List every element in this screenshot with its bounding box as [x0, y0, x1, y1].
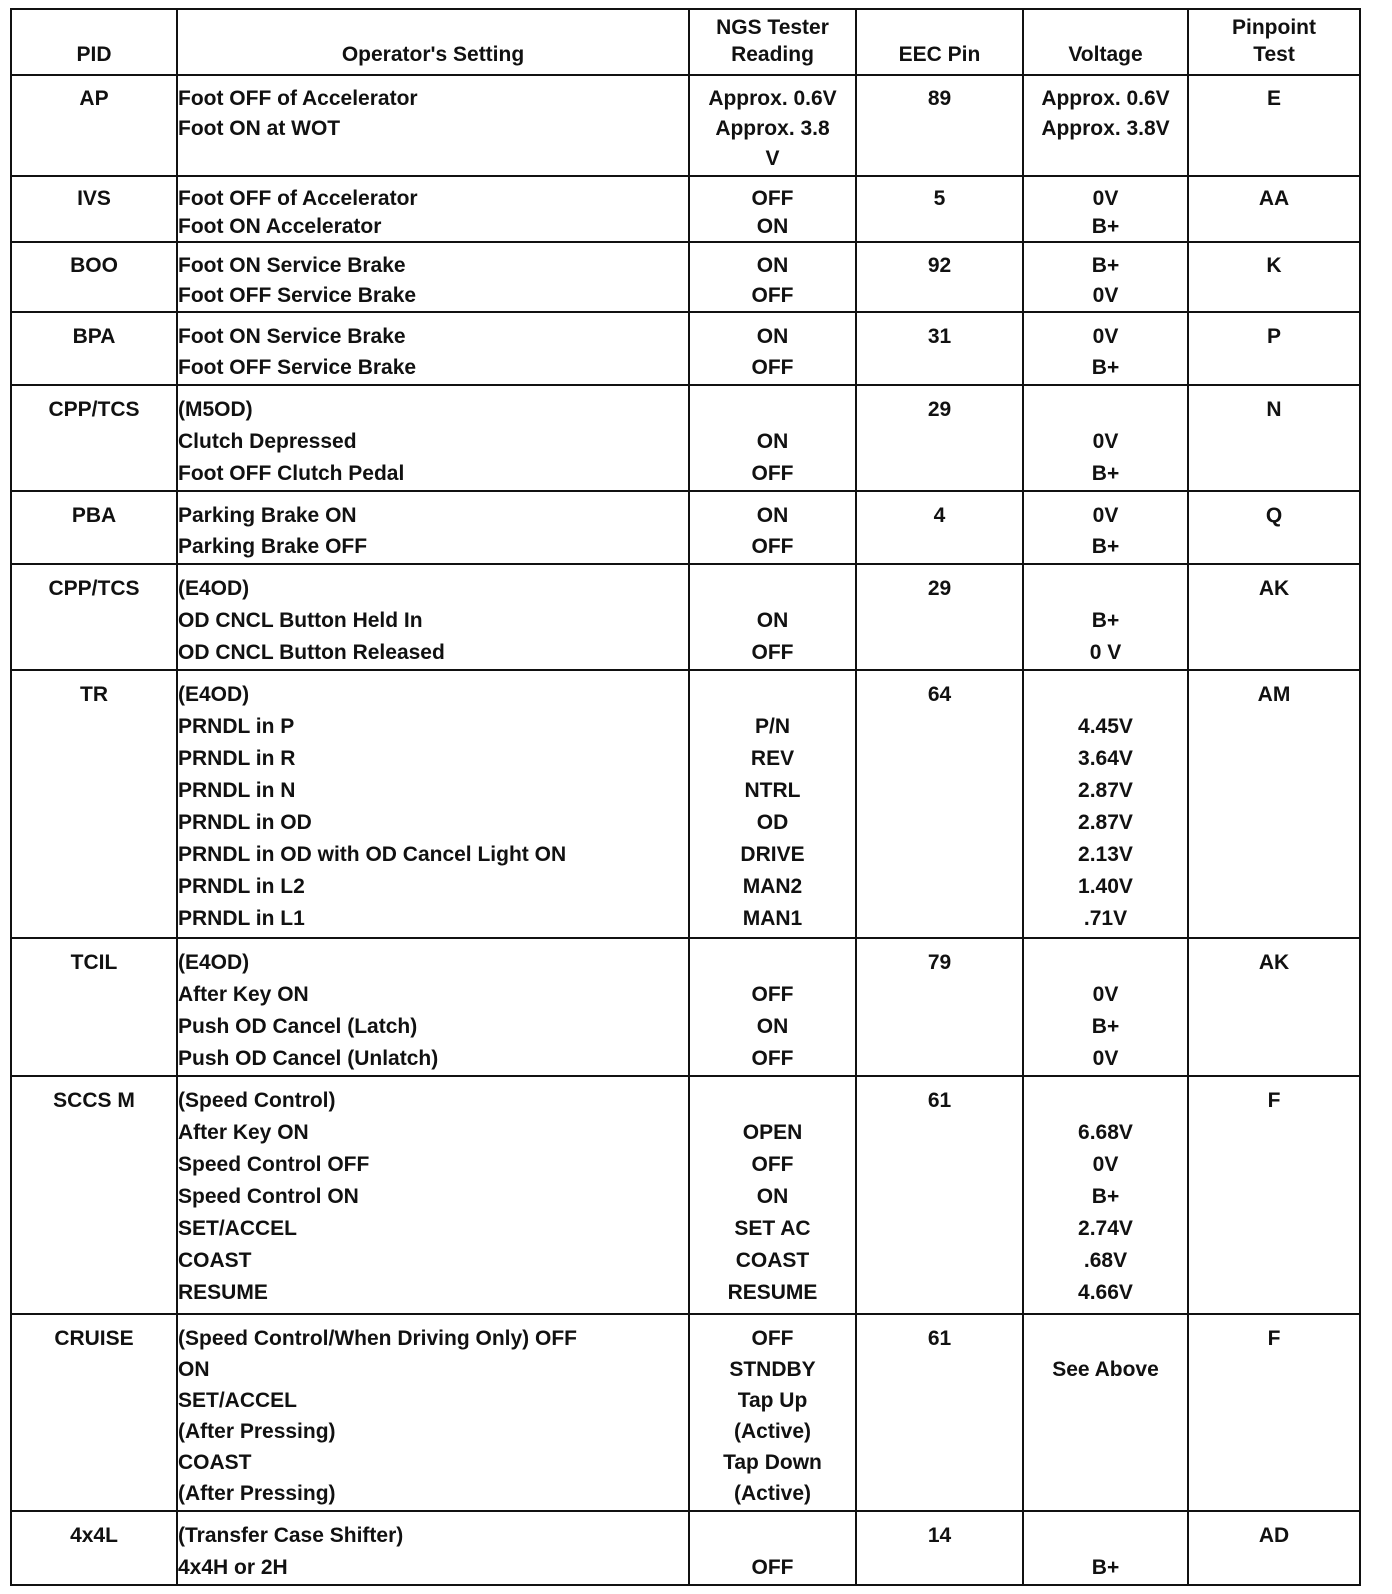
voltage-cell-line: 0V — [1092, 1046, 1119, 1070]
setting-cell-line: (Speed Control) — [178, 1089, 336, 1113]
pinpoint-test-cell — [1188, 1314, 1360, 1511]
table-row — [11, 75, 1360, 176]
eec-pin-cell — [856, 938, 1023, 1077]
setting-cell-line: Foot OFF of Accelerator — [178, 186, 418, 210]
pinpoint-test-cell-text: P — [1266, 325, 1281, 349]
voltage-cell — [1023, 312, 1188, 384]
eec-pin-cell — [856, 385, 1023, 492]
pid-cell — [11, 312, 177, 384]
voltage-cell-line: B+ — [1091, 1185, 1120, 1209]
setting-cell-line: Foot OFF Service Brake — [178, 283, 417, 307]
voltage-cell-line — [1024, 1385, 1187, 1416]
voltage-cell-line: B+ — [1091, 356, 1120, 380]
table-body — [11, 75, 1360, 1585]
pid-cell — [11, 242, 177, 312]
header-pid: PID — [11, 9, 177, 75]
table-row — [11, 1076, 1360, 1313]
pinpoint-test-cell-text: Q — [1265, 504, 1283, 528]
setting-cell-line: ON — [178, 1357, 210, 1381]
ngs-reading-cell-line — [690, 1085, 855, 1117]
voltage-cell-line: 0V — [1092, 982, 1119, 1006]
eec-pin-cell-text: 61 — [927, 1089, 952, 1113]
pinpoint-test-cell — [1188, 385, 1360, 492]
voltage-cell-line — [1024, 1478, 1187, 1509]
ngs-reading-cell — [689, 564, 856, 671]
ngs-reading-cell — [689, 312, 856, 384]
eec-pin-cell — [856, 242, 1023, 312]
table-row — [11, 938, 1360, 1077]
pid-cell-text: CPP/TCS — [48, 576, 140, 600]
setting-cell — [177, 1511, 689, 1585]
voltage-cell-line — [1024, 679, 1187, 711]
ngs-reading-cell-line — [690, 394, 855, 426]
pid-cell — [11, 670, 177, 937]
ngs-reading-cell-line: ON — [756, 1014, 789, 1038]
ngs-reading-cell-line: P/N — [754, 715, 790, 739]
voltage-cell-line: 6.68V — [1078, 1121, 1133, 1145]
pinpoint-test-cell — [1188, 938, 1360, 1077]
setting-cell-line: (Speed Control/When Driving Only) OFF — [178, 1326, 577, 1350]
pinpoint-test-cell — [1188, 312, 1360, 384]
pid-cell — [11, 176, 177, 242]
header-pinpoint-line-2: Test — [1253, 43, 1295, 66]
voltage-cell-line: 2.74V — [1078, 1217, 1133, 1241]
ngs-reading-cell-line: COAST — [735, 1249, 810, 1273]
pid-cell-text: AP — [79, 87, 109, 110]
voltage-cell-line: 2.87V — [1078, 779, 1133, 803]
voltage-cell — [1023, 75, 1188, 176]
pid-cell-text: BPA — [72, 325, 116, 349]
ngs-reading-cell-line: ON — [756, 608, 789, 632]
setting-cell-line: After Key ON — [178, 1121, 309, 1145]
ngs-reading-cell-line: MAN2 — [742, 875, 803, 899]
eec-pin-cell-text: 29 — [927, 397, 952, 421]
setting-cell-line: PRNDL in R — [178, 747, 296, 771]
setting-cell-line: PRNDL in OD with OD Cancel Light ON — [178, 843, 567, 867]
ngs-reading-cell — [689, 385, 856, 492]
setting-cell — [177, 385, 689, 492]
setting-cell-line: PRNDL in L1 — [178, 907, 305, 931]
eec-pin-cell-text: 31 — [927, 325, 952, 349]
setting-cell-line: 4x4H or 2H — [178, 1555, 288, 1579]
ngs-reading-cell-line: ON — [756, 214, 789, 238]
header-ngs-line-2: Reading — [731, 43, 814, 66]
voltage-cell-line — [1024, 144, 1187, 174]
setting-cell-line: (After Pressing) — [178, 1481, 336, 1505]
ngs-reading-cell-line: OD — [756, 811, 789, 835]
header-pinpoint-test — [1188, 9, 1360, 75]
voltage-cell-line: B+ — [1091, 214, 1120, 238]
header-ngs-line-1: NGS Tester — [716, 16, 829, 39]
voltage-cell — [1023, 385, 1188, 492]
voltage-cell-line: B+ — [1091, 461, 1120, 485]
voltage-cell — [1023, 938, 1188, 1077]
setting-cell-line: PRNDL in P — [178, 715, 295, 739]
setting-cell-line: Foot ON Accelerator — [178, 214, 382, 238]
ngs-reading-cell-line: OFF — [751, 356, 794, 380]
ngs-reading-cell-line: OFF — [751, 1555, 794, 1579]
pid-cell — [11, 1314, 177, 1511]
setting-cell-line: OD CNCL Button Held In — [178, 608, 423, 632]
ngs-reading-cell-line: NTRL — [744, 779, 801, 803]
ngs-reading-cell-line: DRIVE — [740, 843, 805, 867]
header-operators-setting: Operator's Setting — [177, 9, 689, 75]
ngs-reading-cell — [689, 1076, 856, 1313]
pid-cell-text: PBA — [71, 504, 117, 528]
voltage-cell-line: Approx. 3.8V — [1041, 117, 1170, 140]
ngs-reading-cell — [689, 242, 856, 312]
voltage-cell-line: B+ — [1091, 608, 1120, 632]
setting-cell-line: After Key ON — [178, 982, 309, 1006]
ngs-reading-cell-line: STNDBY — [729, 1357, 816, 1381]
setting-cell — [177, 938, 689, 1077]
voltage-cell-line: .68V — [1083, 1249, 1128, 1273]
voltage-cell-line: B+ — [1091, 1555, 1120, 1579]
pid-cell — [11, 75, 177, 176]
pinpoint-test-cell-text: N — [1266, 397, 1282, 421]
ngs-reading-cell-line: OFF — [751, 982, 794, 1006]
voltage-cell-line — [1024, 1323, 1187, 1354]
ngs-reading-cell-line: OFF — [751, 283, 794, 307]
pid-cell — [11, 564, 177, 671]
setting-cell-line: (Transfer Case Shifter) — [178, 1523, 404, 1547]
setting-cell-line: Speed Control ON — [178, 1185, 359, 1209]
ngs-reading-cell-line: SET AC — [734, 1217, 811, 1241]
setting-cell-line: Push OD Cancel (Unlatch) — [178, 1046, 439, 1070]
pid-cell-text: BOO — [70, 253, 118, 277]
pinpoint-test-cell — [1188, 1511, 1360, 1585]
setting-cell — [177, 312, 689, 384]
eec-pin-cell — [856, 75, 1023, 176]
setting-cell-line: Foot ON at WOT — [178, 117, 341, 140]
pinpoint-test-cell-text: F — [1267, 1089, 1281, 1113]
voltage-cell-line: 1.40V — [1078, 875, 1133, 899]
pinpoint-test-cell-text: AM — [1257, 683, 1291, 707]
voltage-cell-line: 0V — [1092, 429, 1119, 453]
setting-cell-line: (After Pressing) — [178, 1419, 336, 1443]
voltage-cell-line — [1024, 1416, 1187, 1447]
eec-pin-cell — [856, 1314, 1023, 1511]
table-row — [11, 491, 1360, 563]
voltage-cell-line: 4.66V — [1078, 1281, 1133, 1305]
voltage-cell-line — [1024, 394, 1187, 426]
ngs-reading-cell — [689, 1511, 856, 1585]
ngs-reading-cell-line: OPEN — [742, 1121, 803, 1145]
voltage-cell-line: Approx. 0.6V — [1041, 87, 1170, 110]
voltage-cell-line: 2.13V — [1078, 843, 1133, 867]
ngs-reading-cell-line: Tap Down — [723, 1450, 822, 1474]
ngs-reading-cell-line — [690, 1520, 855, 1552]
table-row — [11, 1511, 1360, 1585]
ngs-reading-cell-line: REV — [750, 747, 795, 771]
eec-pin-cell — [856, 176, 1023, 242]
setting-cell-line: OD CNCL Button Released — [178, 640, 445, 664]
setting-cell — [177, 1314, 689, 1511]
ngs-reading-cell-line: OFF — [751, 461, 794, 485]
pid-cell — [11, 938, 177, 1077]
setting-cell-line: PRNDL in OD — [178, 811, 312, 835]
pinpoint-test-cell — [1188, 75, 1360, 176]
voltage-cell-line: 0 V — [1089, 640, 1122, 664]
eec-pin-cell — [856, 1511, 1023, 1585]
voltage-cell-line: 3.64V — [1078, 747, 1133, 771]
ngs-reading-cell-line: Tap Up — [737, 1388, 808, 1412]
ngs-reading-cell-line: Approx. 0.6V — [708, 87, 837, 110]
eec-pin-cell-text: 29 — [927, 576, 952, 600]
setting-cell — [177, 670, 689, 937]
setting-cell-line: Foot OFF Service Brake — [178, 356, 417, 380]
voltage-cell-line: 4.45V — [1078, 715, 1133, 739]
voltage-cell — [1023, 176, 1188, 242]
header-ngs-tester-reading — [689, 9, 856, 75]
voltage-cell-line: 0V — [1092, 504, 1119, 528]
setting-cell-line: COAST — [178, 1249, 252, 1273]
voltage-cell-line — [1024, 573, 1187, 605]
setting-cell-line: (E4OD) — [178, 576, 250, 600]
ngs-reading-cell-line — [690, 947, 855, 979]
pinpoint-test-cell — [1188, 564, 1360, 671]
voltage-cell-line: See Above — [1052, 1357, 1159, 1381]
setting-cell — [177, 564, 689, 671]
setting-cell — [177, 176, 689, 242]
eec-pin-cell — [856, 564, 1023, 671]
setting-cell-line: Parking Brake OFF — [178, 535, 368, 559]
table-row — [11, 176, 1360, 242]
voltage-cell — [1023, 1314, 1188, 1511]
setting-cell-line: Push OD Cancel (Latch) — [178, 1014, 418, 1038]
voltage-cell-line: 0V — [1092, 283, 1119, 307]
pid-cell — [11, 1076, 177, 1313]
setting-cell — [177, 75, 689, 176]
pinpoint-test-cell-text: AK — [1258, 950, 1290, 974]
setting-cell — [177, 491, 689, 563]
table-row — [11, 670, 1360, 937]
eec-pin-cell — [856, 1076, 1023, 1313]
voltage-cell-line: 0V — [1092, 186, 1119, 210]
setting-cell-line: Foot OFF Clutch Pedal — [178, 461, 405, 485]
setting-cell — [177, 242, 689, 312]
pid-reference-table — [10, 8, 1361, 1586]
ngs-reading-cell-line: Approx. 3.8 — [715, 117, 830, 140]
ngs-reading-cell-line: ON — [756, 1185, 789, 1209]
pid-cell — [11, 491, 177, 563]
voltage-cell-line — [1024, 1085, 1187, 1117]
setting-cell-line: (E4OD) — [178, 683, 250, 707]
voltage-cell — [1023, 1076, 1188, 1313]
eec-pin-cell — [856, 491, 1023, 563]
voltage-cell — [1023, 1511, 1188, 1585]
header-voltage: Voltage — [1023, 9, 1188, 75]
table-row — [11, 312, 1360, 384]
pinpoint-test-cell — [1188, 176, 1360, 242]
pid-cell-text: TCIL — [70, 950, 118, 974]
voltage-cell-line: .71V — [1083, 907, 1128, 931]
eec-pin-cell-text: 89 — [927, 87, 952, 110]
ngs-reading-cell-line: OFF — [751, 186, 794, 210]
ngs-reading-cell — [689, 176, 856, 242]
ngs-reading-cell-line — [690, 679, 855, 711]
pinpoint-test-cell — [1188, 1076, 1360, 1313]
eec-pin-cell — [856, 312, 1023, 384]
eec-pin-cell-text: 61 — [927, 1326, 952, 1350]
setting-cell-line: Clutch Depressed — [178, 429, 357, 453]
setting-cell-line: Foot OFF of Accelerator — [178, 87, 418, 110]
voltage-cell — [1023, 491, 1188, 563]
pinpoint-test-cell-text: K — [1266, 253, 1282, 277]
setting-cell-line: COAST — [178, 1450, 252, 1474]
eec-pin-cell-text: 92 — [927, 253, 952, 277]
ngs-reading-cell-line: OFF — [751, 535, 794, 559]
pid-cell-text: TR — [80, 683, 108, 707]
ngs-reading-cell-line: ON — [756, 504, 789, 528]
ngs-reading-cell-line — [690, 573, 855, 605]
voltage-cell-line: B+ — [1091, 535, 1120, 559]
pinpoint-test-cell-text: AK — [1258, 576, 1290, 600]
ngs-reading-cell-line: (Active) — [733, 1419, 812, 1443]
ngs-reading-cell-line: ON — [756, 253, 789, 277]
voltage-cell-line: 0V — [1092, 325, 1119, 349]
ngs-reading-cell — [689, 938, 856, 1077]
pid-cell — [11, 1511, 177, 1585]
pid-cell-text: 4x4L — [70, 1523, 118, 1547]
setting-cell-line: SET/ACCEL — [178, 1388, 298, 1412]
setting-cell-line: PRNDL in L2 — [178, 875, 305, 899]
setting-cell-line — [178, 144, 688, 174]
pid-cell-text: CRUISE — [54, 1326, 134, 1350]
voltage-cell-line: 0V — [1092, 1153, 1119, 1177]
table-row — [11, 1314, 1360, 1511]
voltage-cell-line — [1024, 1447, 1187, 1478]
pid-cell-text: CPP/TCS — [48, 397, 140, 421]
header-eec-pin: EEC Pin — [856, 9, 1023, 75]
eec-pin-cell — [856, 670, 1023, 937]
voltage-cell-line: B+ — [1091, 253, 1120, 277]
voltage-cell-line — [1024, 947, 1187, 979]
voltage-cell-line: 2.87V — [1078, 811, 1133, 835]
pinpoint-test-cell — [1188, 242, 1360, 312]
table-row — [11, 242, 1360, 312]
eec-pin-cell-text: 5 — [933, 186, 946, 210]
ngs-reading-cell-line: OFF — [751, 1326, 794, 1350]
ngs-reading-cell-line: OFF — [751, 1046, 794, 1070]
eec-pin-cell-text: 4 — [933, 504, 946, 528]
setting-cell-line: Foot ON Service Brake — [178, 253, 406, 277]
setting-cell-line: PRNDL in N — [178, 779, 296, 803]
eec-pin-cell-text: 79 — [927, 950, 952, 974]
setting-cell-line: Parking Brake ON — [178, 504, 357, 528]
setting-cell-line: Speed Control OFF — [178, 1153, 370, 1177]
ngs-reading-cell-line: OFF — [751, 1153, 794, 1177]
pinpoint-test-cell-text: AA — [1258, 186, 1290, 210]
voltage-cell-line: B+ — [1091, 1014, 1120, 1038]
ngs-reading-cell-line: OFF — [751, 640, 794, 664]
ngs-reading-cell-line: MAN1 — [742, 907, 803, 931]
ngs-reading-cell-line: ON — [756, 325, 789, 349]
voltage-cell — [1023, 242, 1188, 312]
setting-cell — [177, 1076, 689, 1313]
ngs-reading-cell-line: (Active) — [733, 1481, 812, 1505]
pinpoint-test-cell-text: F — [1267, 1326, 1281, 1350]
setting-cell-line: SET/ACCEL — [178, 1217, 298, 1241]
pinpoint-test-cell-text: E — [1266, 87, 1281, 110]
pinpoint-test-cell — [1188, 670, 1360, 937]
voltage-cell — [1023, 564, 1188, 671]
setting-cell-line: RESUME — [178, 1281, 268, 1305]
ngs-reading-cell-line: ON — [756, 429, 789, 453]
eec-pin-cell-text: 14 — [927, 1523, 952, 1547]
ngs-reading-cell — [689, 670, 856, 937]
ngs-reading-cell — [689, 75, 856, 176]
pid-cell-text: IVS — [77, 186, 111, 210]
pid-cell — [11, 385, 177, 492]
header-row — [11, 9, 1360, 75]
voltage-cell-line — [1024, 1520, 1187, 1552]
table-row — [11, 564, 1360, 671]
setting-cell-line: (M5OD) — [178, 397, 253, 421]
eec-pin-cell-text: 64 — [927, 683, 952, 707]
pid-cell-text: SCCS M — [53, 1089, 135, 1113]
ngs-reading-cell — [689, 491, 856, 563]
ngs-reading-cell-line: V — [765, 147, 780, 170]
header-pinpoint-line-1: Pinpoint — [1232, 16, 1316, 39]
ngs-reading-cell-line: RESUME — [727, 1281, 818, 1305]
ngs-reading-cell — [689, 1314, 856, 1511]
setting-cell-line: (E4OD) — [178, 950, 250, 974]
setting-cell-line: Foot ON Service Brake — [178, 325, 406, 349]
table-row — [11, 385, 1360, 492]
pinpoint-test-cell — [1188, 491, 1360, 563]
pinpoint-test-cell-text: AD — [1258, 1523, 1290, 1547]
voltage-cell — [1023, 670, 1188, 937]
